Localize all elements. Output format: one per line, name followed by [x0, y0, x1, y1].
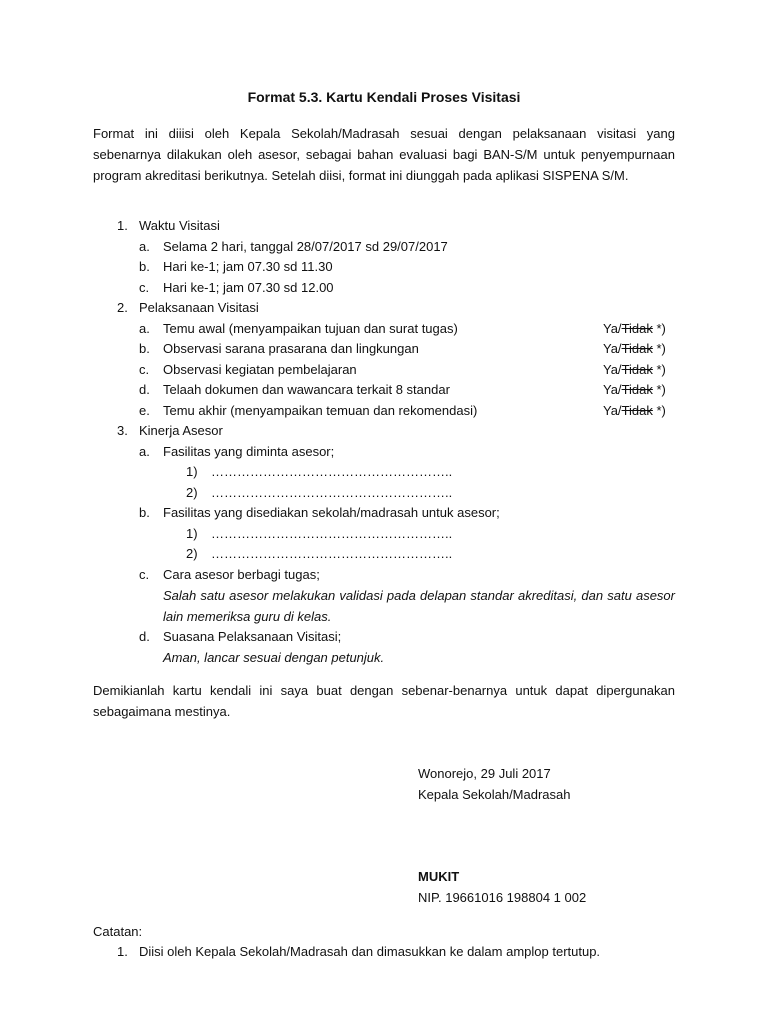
- section-3-number: 3.: [117, 423, 128, 438]
- section-1-item-a-text: Selama 2 hari, tanggal 28/07/2017 sd 29/07/2017: [163, 239, 448, 254]
- section-3-a-line-1-blank: ………………………………………………..: [211, 464, 453, 479]
- section-3-item-a-letter: a.: [139, 444, 150, 459]
- section-1-number: 1.: [117, 218, 128, 233]
- notes-item-1-number: 1.: [117, 944, 128, 959]
- notes-heading: Catatan:: [93, 924, 143, 939]
- section-1-item-a-letter: a.: [139, 239, 150, 254]
- intro-paragraph: Format ini diiisi oleh Kepala Sekolah/Madrasah sesuai dengan pelaksanaan visitasi yang sebenarnya dilakukan oleh asesor, sebagai bahan evaluasi bagi BAN-S/M untuk penyempurnaan program akreditasi berikutnya. Setelah diisi, format ini diunggah pada aplikasi SISPENA S/M.: [93, 126, 675, 183]
- section-2-item-a-letter: a.: [139, 321, 150, 336]
- answer-ya: Ya/: [603, 403, 622, 418]
- section-2-item-a-text: Temu awal (menyampaikan tujuan dan surat tugas): [163, 321, 458, 336]
- section-1-heading: Waktu Visitasi: [139, 218, 220, 233]
- section-3-item-b-text: Fasilitas yang disediakan sekolah/madrasah untuk asesor;: [163, 505, 500, 520]
- answer-footnote-mark: *): [652, 403, 666, 418]
- answer-tidak-struck: Tidak: [621, 362, 653, 377]
- section-3-heading: Kinerja Asesor: [139, 423, 223, 438]
- answer-ya: Ya/: [603, 362, 622, 377]
- section-3-item-d-letter: d.: [139, 629, 150, 644]
- section-3-item-d-text: Suasana Pelaksanaan Visitasi;: [163, 629, 342, 644]
- answer-tidak-struck: Tidak: [621, 382, 653, 397]
- answer-tidak-struck: Tidak: [621, 341, 653, 356]
- section-3-item-c-text: Cara asesor berbagi tugas;: [163, 567, 320, 582]
- section-1-item-c-letter: c.: [139, 280, 150, 295]
- answer-tidak-struck: Tidak: [621, 321, 653, 336]
- signature-name: MUKIT: [418, 869, 460, 884]
- section-2-item-c-text: Observasi kegiatan pembelajaran: [163, 362, 357, 377]
- section-3-item-a-text: Fasilitas yang diminta asesor;: [163, 444, 335, 459]
- section-3-item-c-answer: Salah satu asesor melakukan validasi pada delapan standar akreditasi, dan satu asesor lain memeriksa guru di kelas.: [163, 588, 675, 624]
- section-2-item-d-text: Telaah dokumen dan wawancara terkait 8 standar: [163, 382, 450, 397]
- answer-footnote-mark: *): [652, 382, 666, 397]
- section-2-item-e-answer: [603, 401, 666, 421]
- section-3-item-c-letter: c.: [139, 567, 150, 582]
- section-2-item-e-text: Temu akhir (menyampaikan temuan dan rekomendasi): [163, 403, 478, 418]
- answer-footnote-mark: *): [652, 362, 666, 377]
- answer-ya: Ya/: [603, 321, 622, 336]
- section-1-item-b-text: Hari ke-1; jam 07.30 sd 11.30: [163, 259, 333, 274]
- section-3-b-line-2-number: 2): [186, 546, 198, 561]
- answer-ya: Ya/: [603, 382, 622, 397]
- section-3-a-line-1-number: 1): [186, 464, 198, 479]
- section-2-number: 2.: [117, 300, 128, 315]
- section-3-b-line-2-blank: ………………………………………………..: [211, 546, 453, 561]
- section-2-item-b-text: Observasi sarana prasarana dan lingkungan: [163, 341, 419, 356]
- section-3-item-d-answer: Aman, lancar sesuai dengan petunjuk.: [163, 650, 385, 665]
- section-3-a-line-2-number: 2): [186, 485, 198, 500]
- section-2-heading: Pelaksanaan Visitasi: [139, 300, 259, 315]
- signature-nip: NIP. 19661016 198804 1 002: [418, 890, 587, 905]
- document-title: Format 5.3. Kartu Kendali Proses Visitasi: [247, 89, 521, 105]
- section-1-item-c-text: Hari ke-1; jam 07.30 sd 12.00: [163, 280, 334, 295]
- section-3-a-line-2-blank: ………………………………………………..: [211, 485, 453, 500]
- signature-place-date: Wonorejo, 29 Juli 2017: [418, 766, 551, 781]
- notes-item-1-text: Diisi oleh Kepala Sekolah/Madrasah dan dimasukkan ke dalam amplop tertutup.: [139, 944, 601, 959]
- section-3-b-line-1-number: 1): [186, 526, 198, 541]
- section-3-b-line-1-blank: ………………………………………………..: [211, 526, 453, 541]
- answer-footnote-mark: *): [652, 341, 666, 356]
- answer-tidak-struck: Tidak: [621, 403, 653, 418]
- section-2-item-b-letter: b.: [139, 341, 150, 356]
- section-2-item-d-letter: d.: [139, 382, 150, 397]
- section-2-item-b-answer: [603, 339, 666, 359]
- signature-role: Kepala Sekolah/Madrasah: [418, 787, 571, 802]
- section-2-item-c-answer: [603, 360, 666, 380]
- answer-footnote-mark: *): [652, 321, 666, 336]
- section-2-item-a-answer: [603, 319, 666, 339]
- section-2-item-d-answer: [603, 380, 666, 400]
- section-2-item-e-letter: e.: [139, 403, 150, 418]
- section-3-item-b-letter: b.: [139, 505, 150, 520]
- section-1-item-b-letter: b.: [139, 259, 150, 274]
- section-2-item-c-letter: c.: [139, 362, 150, 377]
- answer-ya: Ya/: [603, 341, 622, 356]
- closing-paragraph: Demikianlah kartu kendali ini saya buat dengan sebenar-benarnya untuk dapat dipergunakan sebagaimana mestinya.: [93, 683, 675, 719]
